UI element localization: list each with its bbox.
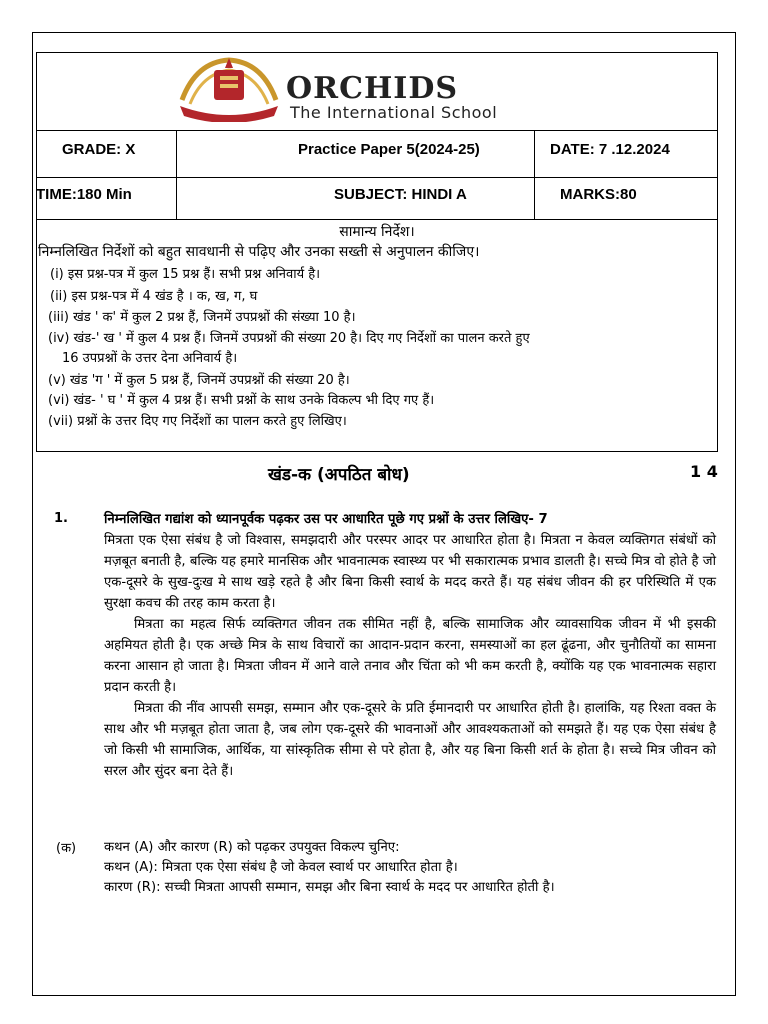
sub-question-label: (क)	[56, 841, 77, 856]
column-divider	[176, 131, 177, 177]
sub-question-line: कथन (A): मित्रता एक ऐसा संबंध है जो केवल स्वार्थ पर आधारित होता है।	[104, 860, 458, 875]
question-number: 1.	[54, 511, 68, 526]
school-name: ORCHIDS	[286, 71, 458, 106]
passage	[104, 509, 716, 782]
header-row-1	[36, 130, 718, 177]
school-subtitle: The International School	[290, 103, 498, 122]
instruction-item: 16 उपप्रश्नों के उत्तर देना अनिवार्य है।	[62, 351, 238, 366]
header-row-2	[36, 177, 718, 219]
instruction-item: (vi) खंड- ' घ ' में कुल 4 प्रश्न हैं। सभी प्रश्नों के साथ उनके विकल्प भी दिए गए हैं।	[48, 393, 435, 408]
date-label: DATE: 7 .12.2024	[550, 141, 670, 158]
instruction-item: (ii) इस प्रश्न-पत्र में 4 खंड है । क, ख, ग, घ	[50, 289, 258, 304]
section-title: खंड-क (अपठित बोध)	[268, 465, 410, 485]
column-divider	[176, 178, 177, 219]
instruction-item: (iii) खंड ' क' में कुल 2 प्रश्न हैं, जिनमें उपप्रश्नों की संख्या 10 है।	[48, 310, 356, 325]
question-prompt: निम्नलिखित गद्यांश को ध्यानपूर्वक पढ़कर उस पर आधारित पूछे गए प्रश्नों के उत्तर लिखिए- 7	[104, 512, 548, 527]
grade-label: GRADE: X	[62, 141, 136, 158]
instruction-item: (vii) प्रश्नों के उत्तर दिए गए निर्देशों का पालन करते हुए लिखिए।	[48, 414, 347, 429]
instruction-item: (v) खंड 'ग ' में कुल 5 प्रश्न हैं, जिनमें उपप्रश्नों की संख्या 20 है।	[48, 373, 350, 388]
instructions-intro: निम्नलिखित निर्देशों को बहुत सावधानी से पढ़िए और उनका सख्ती से अनुपालन कीजिए।	[38, 244, 480, 260]
school-crest-icon	[176, 56, 282, 122]
sub-question-line: कथन (A) और कारण (R) को पढ़कर उपयुक्त विकल्प चुनिए:	[104, 840, 400, 855]
sub-question-body	[104, 838, 716, 898]
instruction-item: (iv) खंड-' ख ' में कुल 4 प्रश्न हैं। जिनमें उपप्रश्नों की संख्या 20 है। दिए गए निर्देशों का पालन करते हुए	[48, 331, 530, 346]
instructions-title: सामान्य निर्देश।	[339, 224, 415, 240]
column-divider	[534, 131, 535, 177]
passage-paragraph-3: मित्रता की नींव आपसी समझ, सम्मान और एक-दूसरे के प्रति ईमानदारी पर आधारित होती है। हालांकि, यह रिश्ता वक्त के साथ और भी मज़बूत होता जाता है, जब लोग एक-दूसरे की भावनाओं और आवश्यकताओं को समझते हैं। यह एक ऐसा संबंध है जो किसी भी सामाजिक, आर्थिक, या सांस्कृतिक सीमा से परे होता है, और यह बिना किसी शर्त के होता है। सच्चे मित्र जीवन को सरल और सुंदर बना देते हैं।	[104, 701, 716, 779]
paper-title: Practice Paper 5(2024-25)	[298, 141, 480, 158]
time-label: TIME:180 Min	[36, 186, 132, 203]
subject-label: SUBJECT: HINDI A	[334, 186, 467, 203]
passage-paragraph-2: मित्रता का महत्व सिर्फ व्यक्तिगत जीवन तक सीमित नहीं है, बल्कि सामाजिक और व्यावसायिक जीवन में भी इसकी अहमियत होती है। एक अच्छे मित्र के साथ विचारों का आदान-प्रदान करना, समस्याओं का हल ढूंढना, और चुनौतियों का सामना करना आसान हो जाता है। मित्रता जीवन में आने वाले तनाव और चिंता को भी कम करती है, क्योंकि यह एक भावनात्मक सहारा प्रदान करती है।	[104, 617, 716, 695]
instruction-item: (i) इस प्रश्न-पत्र में कुल 15 प्रश्न हैं। सभी प्रश्न अनिवार्य है।	[50, 267, 321, 282]
column-divider	[534, 178, 535, 219]
passage-paragraph-1: मित्रता एक ऐसा संबंध है जो विश्वास, समझदारी और परस्पर आदर पर आधारित होता है। मित्रता न केवल व्यक्तिगत संबंधों को मज़बूत बनाती है, बल्कि यह हमारे मानसिक और भावनात्मक स्वास्थ्य पर भी सकारात्मक प्रभाव डालती है। सच्चे मित्र वो होते है जो एक-दूसरे के सुख-दुःख मे साथ खड़े रहते है और बिना किसी स्वार्थ के मदद करते हैं। यह संबंध जीवन की हर परिस्थिति में एक सुरक्षा कवच की तरह काम करता है।	[104, 533, 716, 611]
general-instructions	[36, 219, 718, 452]
section-marks: 1 4	[690, 462, 718, 481]
marks-label: MARKS:80	[560, 186, 637, 203]
sub-question-line: कारण (R): सच्ची मित्रता आपसी सम्मान, समझ और बिना स्वार्थ के मदद पर आधारित होती है।	[104, 880, 555, 895]
